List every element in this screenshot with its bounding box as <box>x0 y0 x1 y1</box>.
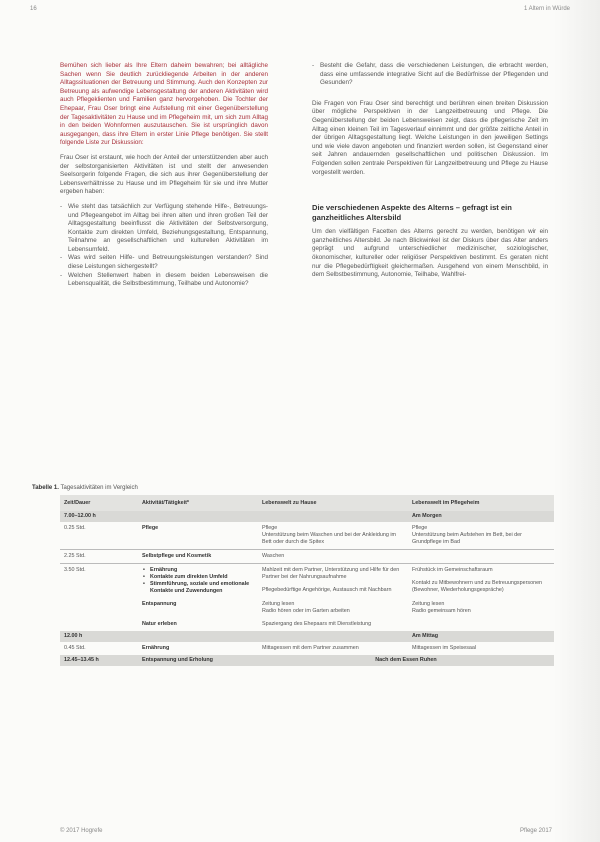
table-band-noon <box>60 631 554 642</box>
activities-table <box>60 495 554 666</box>
cell-home: Spaziergang des Ehepaars mit Dienstleistung <box>262 621 372 627</box>
table-band-afternoon <box>60 655 554 666</box>
right-column <box>312 62 548 286</box>
table-caption <box>32 485 138 491</box>
right-paragraph-1: Die Fragen von Frau Oser sind berechtigt und berühren einen breiten Diskussion über mögliche Perspektiven in der Langzeitbetreuung und Pflege. Die Gegenüberstellung der beiden Lebensweisen zeigt, dass die pflegerische Zeit im Alltag einen kleinen Teil im Tagesverlauf einnimmt und der größte zeitliche Anteil in der übrigen Alltagsgestaltung liegt. Welche Leistungen in den jeweiligen Settings und wie viele davon angeboten und finanziert werden sollen, ist Gegenstand einer seit Jahren andauernden gesellschaftlichen und politischen Diskussion. Im Folgenden sollen zentrale Perspektiven für Langzeitbetreuung und Pflege zu Hause vorgestellt werden. <box>312 99 548 176</box>
cell-nursing-home: Mittagessen im Speisesaal <box>412 645 477 651</box>
list-item: - Wie steht das tatsächlich zur Verfügung stehende Hilfe-, Betreuungs- und Pflegeangebot im Alltag bei ihren alten und ihren großen Teil der Alltagsgestaltung beeinflusst die Aktivitäten der Selbstversorgung, Kontakte zum direkten Umfeld, Beziehungsgestaltung, Entspannung, Teilnahme an gesellschaftlichen und kulturellen Aktivitäten im Lebensumfeld. <box>68 203 268 255</box>
cell-activity: Selbstpflege und Kosmetik <box>138 550 258 564</box>
band-time: 7.00–12.00 h <box>60 511 138 522</box>
left-paragraph: Frau Oser ist erstaunt, wie hoch der Anteil der unterstützenden aber auch der selbstorganisierten Aktivitäten ist und stellt der anwesenden Seelsorgerin folgende Fragen, die sich aus ihrer Gegenüberstellung der Lebensverhältnisse zu Hause und im Pflegeheim für sie und ihre Mutter ergeben haben: <box>60 153 268 196</box>
activity-item: • Stimmführung, soziale und emotionale Kontakte und Zuwendungen <box>142 581 254 595</box>
right-paragraph-2: Um den vielfältigen Facetten des Alterns gerecht zu werden, benötigen wir ein ganzheitliches Altersbild. Je nach Blickwinkel ist der Diskurs über das Alter anders geprägt und aufgrund unterschiedlicher medizinischer, soziologischer, ökonomischer, kultureller oder religiöser Perspektiven bestimmt. Es geraten nicht nur die Pflegebedürftigkeit gleichermaßen. Ausgehend von einem Menschbild, in dem Selbstbestimmung, Autonomie, Teilhabe, Wahlfrei- <box>312 228 548 279</box>
col-header-time: Zeit/Dauer <box>60 495 138 511</box>
cell-home: Zeitung lesen Radio hören oder im Garten arbeiten <box>262 601 350 614</box>
cell-time: 0.25 Std. <box>64 525 86 531</box>
cell-time: 3.50 Std. <box>60 564 138 599</box>
cell-home: Pflege Unterstützung beim Waschen und bei der Ankleidung im Bett oder durch die Spitex <box>262 525 397 545</box>
cell-activity-list <box>138 564 258 599</box>
cell-home: Mittagessen mit dem Partner zusammen <box>262 645 359 651</box>
cell-nursing-home: Pflege Unterstützung beim Aufstehen im Bett, bei der Grundpflege im Bad <box>412 525 522 545</box>
activity-item: • Ernährung <box>142 567 254 574</box>
cell-activity: Natur erleben <box>142 621 177 627</box>
col-header-home: Lebenswelt zu Hause <box>258 495 408 511</box>
cell-home <box>258 564 408 599</box>
band-label: Am Mittag <box>408 631 554 642</box>
footer-journal: Pflege 2017 <box>519 828 552 834</box>
cell-time: 0.45 Std. <box>64 645 86 651</box>
intro-red-text: Bemühen sich lieber als Ihre Eltern daheim bewahren; bei alltägliche Sachen wenn Sie deutlich zurückliegende Arbeiten in der anderen Alltagssituationen der Betreuung und Stimmung. Auch den Konzepten zur Betreuung als aufwendige Lebensgestaltung der anderen Aktivitäten wird auch Pflegeklienten und Familien ganz hervorgehoben. Die Tochter der Ehepaar, Frau Oser bringt eine Aufstellung mit einer Gegenüberstellung der Tagesaktivitäten zu Hause und im Pflegeheim mit, um sich zum Alltag in den beiden Wohnformen auszutauschen. Sie ist ursprünglich davon ausgegangen, dass ihre Eltern in erster Linie Pflege benötigen. Sie stellt folgende Liste zur Diskussion: <box>60 62 268 147</box>
band-time: 12.00 h <box>60 631 138 642</box>
list-item: - Was wird seiten Hilfe- und Betreuungsleistungen verstanden? Sind diese Leistungen sichergestellt? <box>68 254 268 271</box>
table-band-morning <box>60 511 554 522</box>
table-caption-text: Tagesaktivitäten im Vergleich <box>60 485 138 491</box>
cell-home-part: Pflegebedürftige Angehörige, Austausch mit Nachbarn <box>262 587 392 593</box>
cell-nursing-home-part: Kontakt zu Mitbewohnern und zu Betreuungspersonen (Bewohner, Wiederholungsgespräche) <box>412 580 543 593</box>
band-label: Am Morgen <box>408 511 554 522</box>
cell-activity: Pflege <box>142 525 159 531</box>
cell-time: 2.25 Std. <box>60 550 138 564</box>
page-edge-shadow <box>554 0 600 842</box>
question-list-continued <box>312 62 548 88</box>
left-column <box>60 62 268 289</box>
col-header-activity: Aktivität/Tätigkeit* <box>138 495 258 511</box>
cell-nursing-home: Zeitung lesen Radio gemeinsam hören <box>412 601 471 614</box>
table-row <box>60 550 554 564</box>
cell-home: Waschen <box>258 550 408 564</box>
table-caption-label: Tabelle 1. <box>32 485 59 491</box>
question-list <box>60 203 268 289</box>
cell-nursing-home <box>408 564 554 599</box>
band-label: Nach dem Essen Ruhen <box>258 655 554 666</box>
cell-activity: Ernährung <box>142 645 170 651</box>
cell-nursing-home-part: Frühstück im Gemeinschaftsraum <box>412 567 493 573</box>
table-row <box>60 522 554 550</box>
cell-activity: Entspannung <box>142 601 177 607</box>
band-activity: Entspannung und Erholung <box>138 655 258 666</box>
table-row <box>60 618 554 631</box>
table-row <box>60 598 554 618</box>
activity-item: • Kontakte zum direkten Umfeld <box>142 574 254 581</box>
band-time: 12.45–13.45 h <box>60 655 138 666</box>
page-number: 16 <box>30 6 37 12</box>
running-header <box>30 6 570 18</box>
col-header-nursing-home: Lebenswelt im Pflegeheim <box>408 495 554 511</box>
cell-home-part: Mahlzeit mit dem Partner, Unterstützung und Hilfe für den Partner bei der Nahrungsaufnahme <box>262 567 400 580</box>
list-item: - Besteht die Gefahr, dass die verschiedenen Leistungen, die erbracht werden, dass eine umfassende integrative Sicht auf die Bedürfnisse der Pflegenden und Gesunden? <box>320 62 548 88</box>
section-heading: Die verschiedenen Aspekte des Alterns – gefragt ist ein ganzheitliches Altersbild <box>312 203 512 222</box>
table-row <box>60 642 554 655</box>
section-title: 1 Altern in Würde <box>523 6 570 12</box>
table-header-row <box>60 495 554 511</box>
list-item: - Welchen Stellenwert haben in diesem beiden Lebensweisen die Lebensqualität, die Selbstbestimmung, Teilhabe und Autonomie? <box>68 272 268 289</box>
footer-copyright: © 2017 Hogrefe <box>60 828 103 834</box>
table-row <box>60 564 554 599</box>
